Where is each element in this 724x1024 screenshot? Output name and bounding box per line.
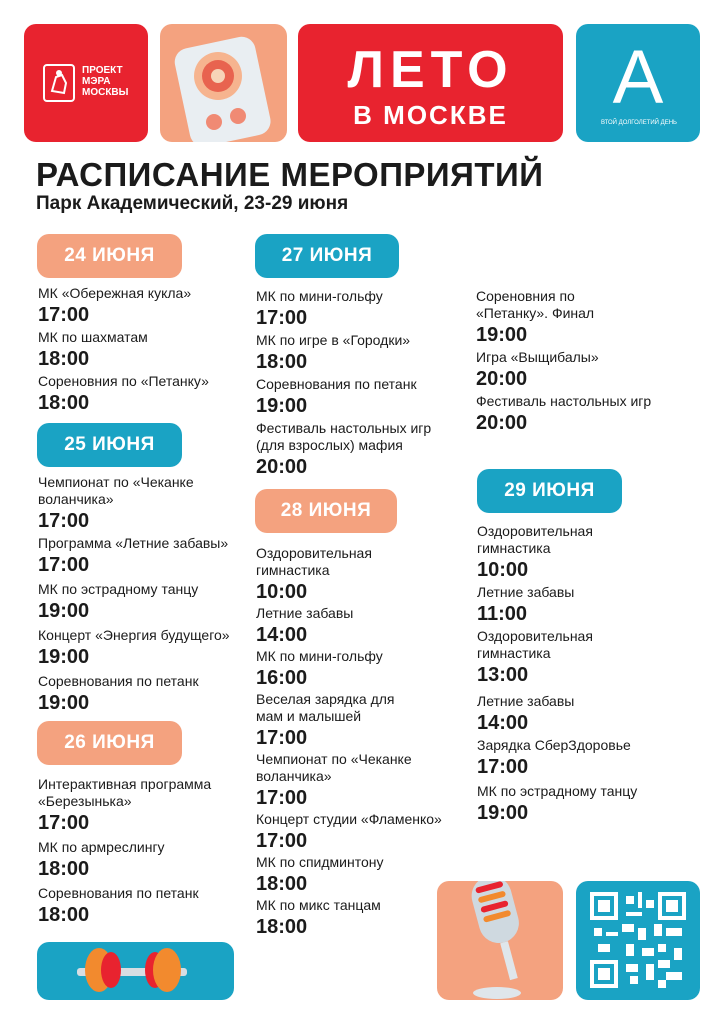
event-time: 19:00 xyxy=(38,692,90,714)
logo-line-1: ПРОЕКТ xyxy=(82,65,123,76)
dumbbell-icon xyxy=(37,942,234,1000)
date-badge-25: 25 ИЮНЯ xyxy=(37,423,182,467)
event-time: 20:00 xyxy=(256,456,308,478)
event-item xyxy=(38,776,243,835)
events-24 xyxy=(38,285,243,415)
page-title: РАСПИСАНИЕ МЕРОПРИЯТИЙ xyxy=(36,156,544,193)
event-name: Чемпионат по «Чеканке воланчика» xyxy=(256,751,412,784)
event-time: 19:00 xyxy=(476,324,528,346)
event-name: Соревнования по петанк xyxy=(38,673,199,689)
event-time: 18:00 xyxy=(38,348,90,370)
event-time: 19:00 xyxy=(38,646,90,668)
event-item xyxy=(256,545,466,604)
event-time: 14:00 xyxy=(256,624,308,646)
event-name: Соревнования по петанк xyxy=(256,376,417,392)
event-name: МК по мини-гольфу xyxy=(256,288,383,304)
event-item xyxy=(256,376,466,418)
event-item xyxy=(256,897,466,939)
event-time: 11:00 xyxy=(477,603,528,625)
event-name: МК по армреслингу xyxy=(38,839,165,855)
event-item xyxy=(476,288,686,347)
event-name: Сореновния по «Петанку». Финал xyxy=(476,288,595,321)
logo-line-2: МЭРА xyxy=(82,76,111,87)
events-29 xyxy=(477,523,692,825)
event-item xyxy=(38,535,253,577)
event-item xyxy=(256,605,466,647)
microphone-illustration-tile xyxy=(437,881,563,1000)
event-name: Программа «Летние забавы» xyxy=(38,535,229,551)
event-item xyxy=(477,737,692,779)
leto-v-moskve-tile xyxy=(298,24,563,142)
event-name: Интерактивная программа «Березынька» xyxy=(38,776,212,809)
brand-line-1: ЛЕТО xyxy=(347,41,514,99)
moscow-emblem-icon xyxy=(42,63,76,103)
event-time: 16:00 xyxy=(256,667,308,689)
letter-logo-caption: ВТОЙ ДОЛГОЛЕТИЙ ДЕНЬ xyxy=(601,120,677,126)
event-item xyxy=(477,584,692,626)
event-time: 19:00 xyxy=(38,600,90,622)
event-item xyxy=(38,839,243,881)
event-name: Зарядка СберЗдоровье xyxy=(477,737,631,753)
event-item xyxy=(256,751,466,810)
event-item xyxy=(477,628,692,687)
event-time: 18:00 xyxy=(38,904,90,926)
event-name: Летние забавы xyxy=(477,584,575,600)
event-item xyxy=(38,373,243,415)
event-name: Оздоровительная гимнастика xyxy=(477,628,593,661)
event-time: 13:00 xyxy=(477,664,529,686)
event-item xyxy=(476,349,686,391)
date-badge-26: 26 ИЮНЯ xyxy=(37,721,182,765)
event-item xyxy=(38,885,243,927)
date-badge-28: 28 ИЮНЯ xyxy=(255,489,397,533)
event-name: Оздоровительная гимнастика xyxy=(477,523,593,556)
event-time: 17:00 xyxy=(477,756,529,778)
event-time: 19:00 xyxy=(477,802,529,824)
event-time: 18:00 xyxy=(38,392,90,414)
event-name: Концерт студии «Фламенко» xyxy=(256,811,442,827)
speaker-icon xyxy=(160,24,287,142)
event-name: Оздоровительная гимнастика xyxy=(256,545,372,578)
event-time: 17:00 xyxy=(38,554,90,576)
event-name: Чемпионат по «Чеканке воланчика» xyxy=(38,474,194,507)
event-name: МК по игре в «Городки» xyxy=(256,332,411,348)
event-item xyxy=(38,474,253,533)
page-subtitle: Парк Академический, 23-29 июня xyxy=(36,193,349,214)
events-27-cont xyxy=(476,288,686,435)
event-item xyxy=(256,811,466,853)
event-item xyxy=(477,693,692,735)
event-time: 17:00 xyxy=(38,304,90,326)
microphone-icon xyxy=(437,881,563,1000)
event-time: 17:00 xyxy=(38,812,90,834)
logo-line-3: МОСКВЫ xyxy=(82,87,129,98)
qr-code-tile[interactable] xyxy=(576,881,700,1000)
event-time: 18:00 xyxy=(256,916,308,938)
event-name: МК по спидминтону xyxy=(256,854,384,870)
event-name: МК по шахматам xyxy=(38,329,148,345)
event-name: Концерт «Энергия будущего» xyxy=(38,627,230,643)
event-item xyxy=(256,648,466,690)
event-name: МК по эстрадному танцу xyxy=(477,783,638,799)
event-time: 17:00 xyxy=(256,787,308,809)
events-28 xyxy=(256,545,466,939)
event-time: 14:00 xyxy=(477,712,529,734)
active-longevity-tile xyxy=(576,24,700,142)
event-name: Фестиваль настольных игр xyxy=(476,393,652,409)
event-time: 17:00 xyxy=(256,830,308,852)
event-time: 18:00 xyxy=(38,858,90,880)
speaker-illustration-tile xyxy=(160,24,287,142)
event-item xyxy=(38,329,243,371)
event-item xyxy=(256,420,466,479)
event-name: МК «Обережная кукла» xyxy=(38,285,192,301)
mayor-project-logo-tile xyxy=(24,24,148,142)
event-name: Летние забавы xyxy=(256,605,354,621)
event-time: 17:00 xyxy=(256,727,308,749)
event-item xyxy=(38,673,253,715)
event-item xyxy=(38,627,253,669)
event-item xyxy=(476,393,686,435)
letter-logo-icon: А xyxy=(612,35,664,120)
event-item xyxy=(256,332,466,374)
event-item xyxy=(38,581,253,623)
event-name: Соревнования по петанк xyxy=(38,885,199,901)
event-item xyxy=(477,783,692,825)
qr-code-icon[interactable] xyxy=(590,892,686,988)
event-item xyxy=(38,285,243,327)
event-name: Игра «Выщибалы» xyxy=(476,349,599,365)
event-item xyxy=(256,854,466,896)
event-time: 18:00 xyxy=(256,351,308,373)
date-badge-27: 27 ИЮНЯ xyxy=(255,234,399,278)
event-item xyxy=(477,523,692,582)
date-badge-24: 24 ИЮНЯ xyxy=(37,234,182,278)
event-item xyxy=(256,288,466,330)
event-time: 20:00 xyxy=(476,412,528,434)
dumbbell-illustration-tile xyxy=(37,942,234,1000)
event-name: Веселая зарядка для мам и малышей xyxy=(256,691,395,724)
event-name: МК по мини-гольфу xyxy=(256,648,383,664)
event-name: МК по эстрадному танцу xyxy=(38,581,199,597)
events-27 xyxy=(256,288,466,479)
events-25 xyxy=(38,474,253,715)
event-time: 10:00 xyxy=(256,581,308,603)
event-time: 17:00 xyxy=(38,510,90,532)
event-time: 18:00 xyxy=(256,873,308,895)
event-time: 19:00 xyxy=(256,395,308,417)
event-name: МК по микс танцам xyxy=(256,897,381,913)
event-time: 17:00 xyxy=(256,307,308,329)
event-item xyxy=(256,691,466,750)
event-name: Фестиваль настольных игр (для взрослых) мафия xyxy=(256,420,432,453)
event-time: 10:00 xyxy=(477,559,529,581)
event-name: Сореновния по «Петанку» xyxy=(38,373,209,389)
events-26 xyxy=(38,776,243,927)
date-badge-29: 29 ИЮНЯ xyxy=(477,469,622,513)
event-name: Летние забавы xyxy=(477,693,575,709)
brand-line-2: В МОСКВЕ xyxy=(353,100,508,130)
event-time: 20:00 xyxy=(476,368,528,390)
